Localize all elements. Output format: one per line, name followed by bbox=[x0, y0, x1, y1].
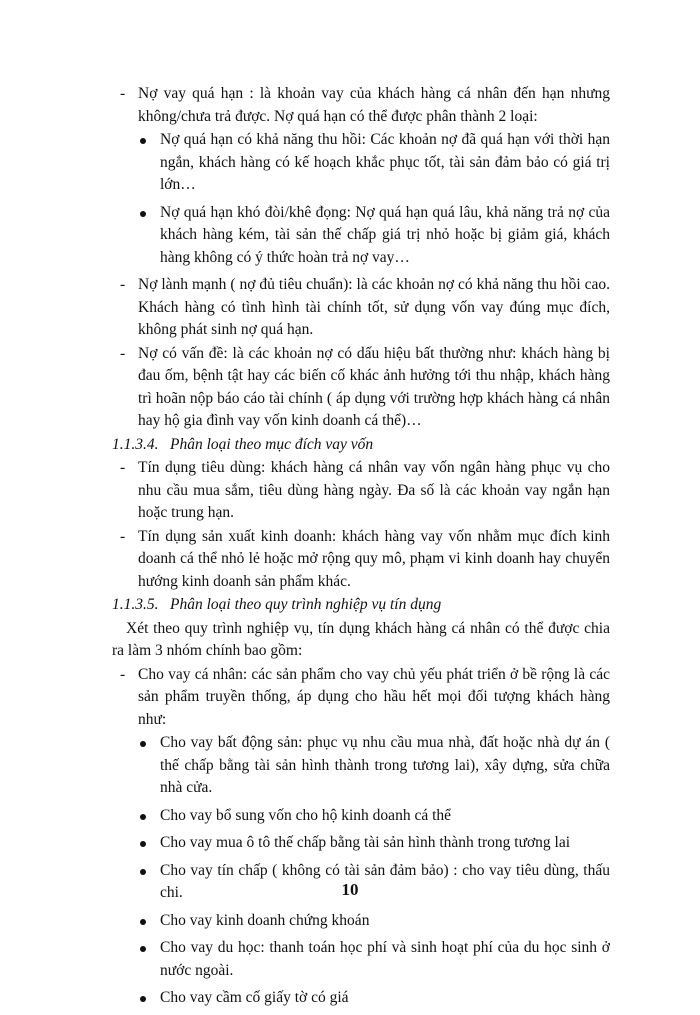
bullet-icon bbox=[140, 996, 146, 1002]
heading-number: 1.1.3.4. bbox=[112, 435, 159, 453]
bullet-text: Cho vay mua ô tô thế chấp bằng tài sản hình thành trong tương lai bbox=[160, 834, 571, 851]
bullet-icon bbox=[140, 138, 146, 144]
section-heading-purpose bbox=[112, 434, 610, 457]
bullet-icon bbox=[140, 869, 146, 875]
bullet-text: Cho vay du học: thanh toán học phí và sinh hoạt phí của du học sinh ở nước ngoài. bbox=[160, 939, 610, 979]
list-item-business-credit bbox=[112, 526, 610, 594]
list-item-consumer-credit bbox=[112, 457, 610, 525]
list-item bbox=[138, 987, 610, 1010]
process-intro-paragraph: Xét theo quy trình nghiệp vụ, tín dụng khách hàng cá nhân có thể được chia ra làm 3 nhóm chính bao gồm: bbox=[112, 619, 610, 659]
bullet-icon bbox=[140, 919, 146, 925]
bullet-text: Cho vay cầm cố giấy tờ có giá bbox=[160, 989, 349, 1006]
list-item-overdue-debt bbox=[112, 83, 610, 128]
bullet-text: Cho vay bất động sản: phục vụ nhu cầu mua nhà, đất hoặc nhà dự án ( thế chấp bằng tài sản hình thành trong tương lai), xây dựng, sửa chữa nhà cửa. bbox=[160, 734, 610, 796]
list-item bbox=[138, 832, 610, 855]
overdue-debt-text: Nợ vay quá hạn : là khoản vay của khách hàng cá nhân đến hạn nhưng không/chưa trả được. Nợ quá hạn có thể được phân thành 2 loại: bbox=[138, 85, 610, 125]
list-item bbox=[138, 202, 610, 270]
list-item bbox=[138, 129, 610, 197]
dash-marker: - bbox=[120, 85, 126, 102]
business-credit-text: Tín dụng sản xuất kinh doanh: khách hàng vay vốn nhằm mục đích kinh doanh cá thể nhỏ lẻ hoặc mở rộng quy mô, phạm vi kinh doanh hay chuyển hướng kinh doanh sản phẩm khác. bbox=[138, 527, 610, 590]
healthy-debt-text: Nợ lành mạnh ( nợ đủ tiêu chuẩn): là các khoản nợ có khả năng thu hồi cao. Khách hàng có tình hình tài chính tốt, sử dụng vốn vay đúng mục đích, không phát sinh nợ quá hạn. bbox=[138, 276, 610, 338]
heading-title: Phân loại theo mục đích vay vốn bbox=[170, 435, 374, 453]
dash-marker: - bbox=[120, 276, 126, 293]
bullet-text: Cho vay bổ sung vốn cho hộ kinh doanh cá thể bbox=[160, 806, 452, 824]
personal-loan-bullets bbox=[138, 732, 610, 1010]
heading-title: Phân loại theo quy trình nghiệp vụ tín dụng bbox=[170, 596, 442, 613]
page-content bbox=[112, 83, 610, 1015]
list-item bbox=[138, 910, 610, 933]
consumer-credit-text: Tín dụng tiêu dùng: khách hàng cá nhân vay vốn ngân hàng phục vụ cho nhu cầu mua sắm, tiêu dùng hàng ngày. Đa số là các khoản vay ngắn hạn hoặc trung hạn. bbox=[138, 459, 610, 521]
dash-marker: - bbox=[120, 344, 126, 362]
dash-marker: - bbox=[120, 459, 126, 476]
overdue-debt-bullets bbox=[138, 129, 610, 269]
list-item-healthy-debt bbox=[112, 274, 610, 342]
list-item-problem-debt bbox=[112, 343, 610, 433]
dash-marker: - bbox=[120, 665, 126, 683]
problem-debt-text: Nợ có vấn đề: là các khoản nợ có dấu hiệu bất thường như: khách hàng bị đau ốm, bệnh tật hay các biến cố khác ảnh hưởng tới thu nhập, khách hàng trì hoãn nộp báo cáo tài chính ( áp dụng với trường hợp khách hàng cá nhân hay hộ gia đình vay vốn kinh doanh cá thể)… bbox=[138, 344, 610, 429]
bullet-text: Nợ quá hạn có khả năng thu hồi: Các khoản nợ đã quá hạn với thời hạn ngắn, khách hàng có kế hoạch khắc phục tốt, tài sản đảm bảo có giá trị lớn… bbox=[160, 131, 610, 193]
bullet-icon bbox=[140, 814, 146, 820]
page-number: 10 bbox=[341, 880, 359, 899]
bullet-text: Cho vay tín chấp ( không có tài sản đảm bảo) : cho vay tiêu dùng, thấu chi. bbox=[160, 861, 610, 901]
list-item bbox=[138, 732, 610, 800]
list-item bbox=[138, 805, 610, 828]
personal-loan-text: Cho vay cá nhân: các sản phẩm cho vay chủ yếu phát triển ở bề rộng là các sản phẩm truyền thống, áp dụng cho hầu hết mọi đối tượng khách hàng như: bbox=[138, 665, 610, 728]
bullet-icon bbox=[140, 211, 146, 217]
section-heading-process bbox=[112, 594, 610, 617]
bullet-text: Cho vay kinh doanh chứng khoán bbox=[160, 911, 370, 929]
list-item-personal-loan bbox=[112, 664, 610, 732]
bullet-icon bbox=[140, 841, 146, 847]
bullet-icon bbox=[140, 741, 146, 747]
bullet-icon bbox=[140, 946, 146, 952]
bullet-text: Nợ quá hạn khó đòi/khê đọng: Nợ quá hạn quá lâu, khả năng trả nợ của khách hàng kém, tài sản thế chấp giá trị nhỏ hoặc bị giảm giá, khách hàng không có ý thức hoàn trả nợ vay… bbox=[160, 203, 610, 266]
dash-marker: - bbox=[120, 527, 126, 545]
heading-number: 1.1.3.5. bbox=[112, 596, 159, 613]
